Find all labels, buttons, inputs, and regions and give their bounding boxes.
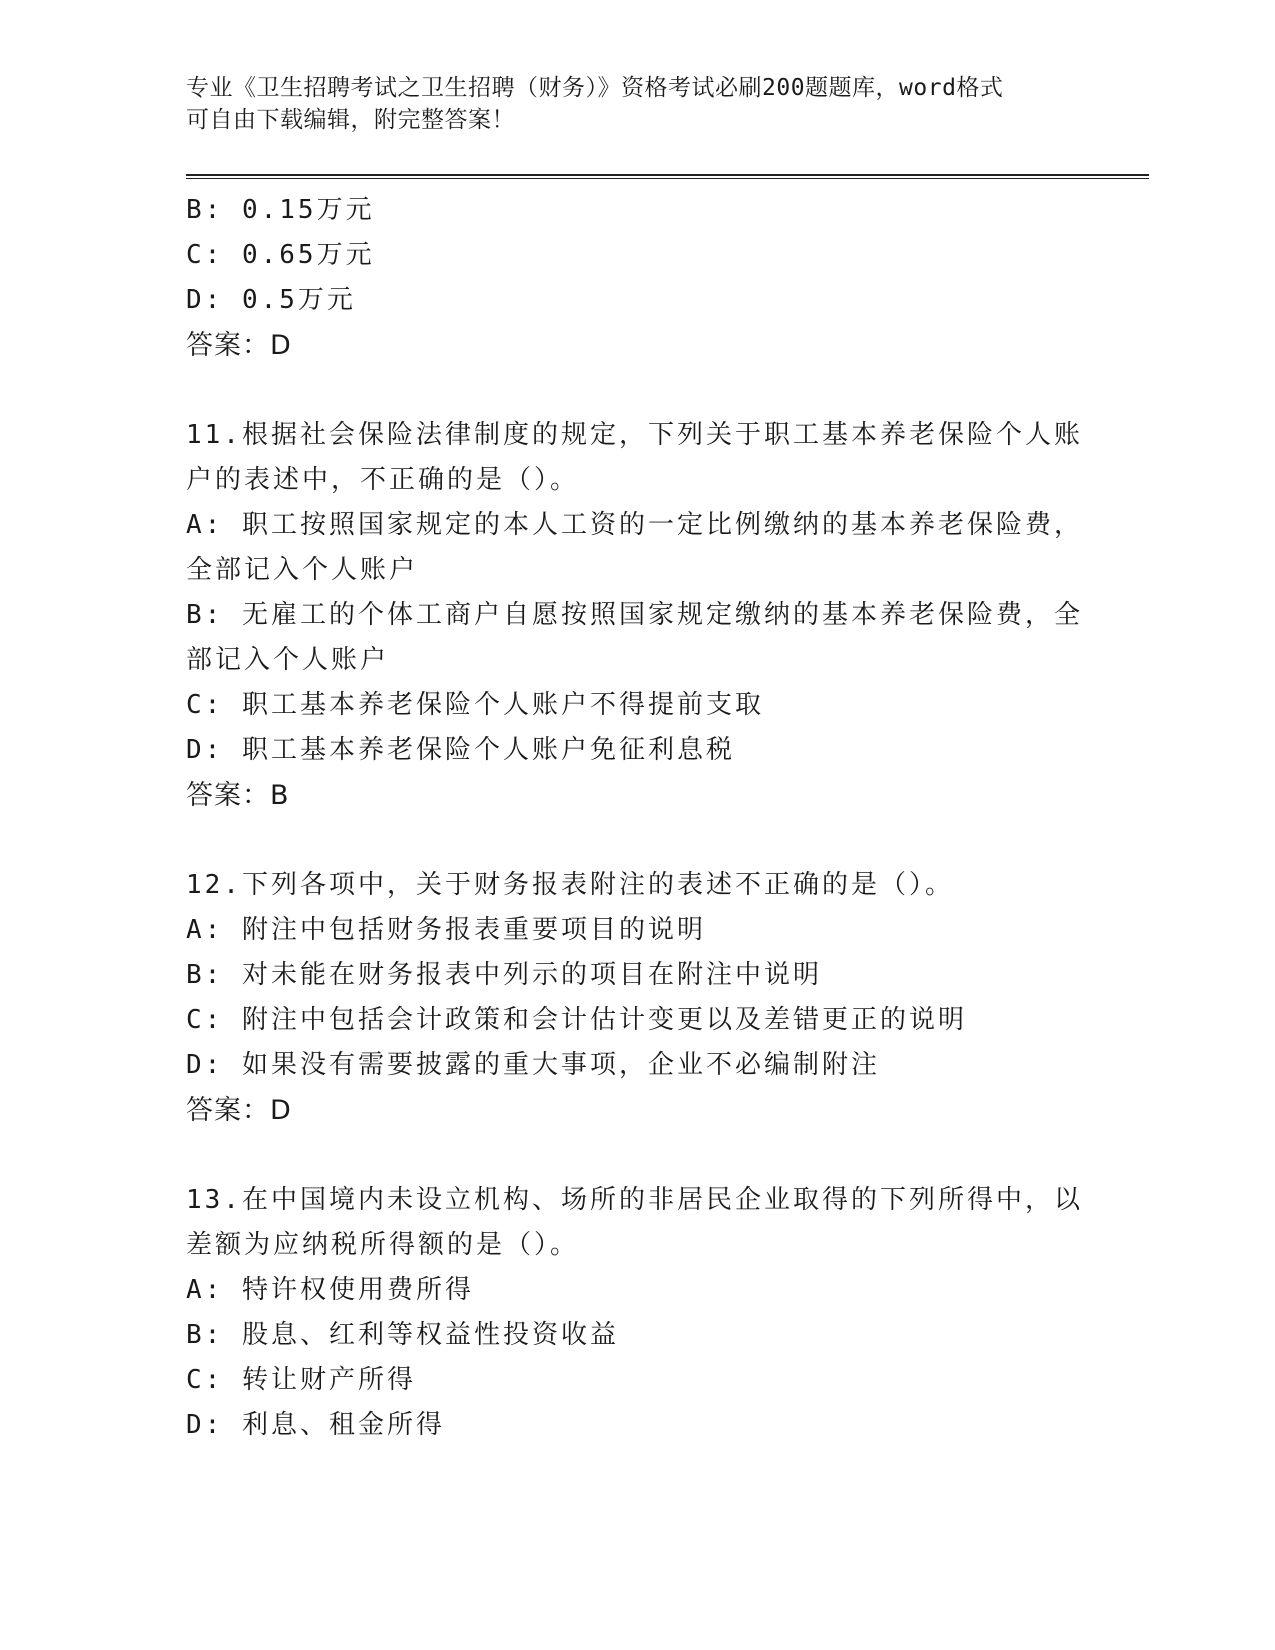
- question-stem-line: 户的表述中，不正确的是（）。: [186, 465, 580, 495]
- option-b: B: 股息、红利等权益性投资收益: [186, 1320, 619, 1350]
- header-divider: [186, 174, 1149, 179]
- option-d: D: 0.5万元: [186, 285, 356, 315]
- option-d: D: 利息、租金所得: [186, 1410, 445, 1440]
- option-a: A: 特许权使用费所得: [186, 1275, 474, 1305]
- option-c: C: 职工基本养老保险个人账户不得提前支取: [186, 690, 764, 720]
- option-a: A: 附注中包括财务报表重要项目的说明: [186, 915, 706, 945]
- option-b: B: 0.15万元: [186, 195, 375, 225]
- question-stem-line: 差额为应纳税所得额的是（）。: [186, 1230, 580, 1260]
- question-stem-line: 11.根据社会保险法律制度的规定，下列关于职工基本养老保险个人账: [186, 420, 1083, 450]
- header-line-1: 专业《卫生招聘考试之卫生招聘（财务）》资格考试必刷200题题库，word格式: [186, 75, 1004, 101]
- option-a: A: 职工按照国家规定的本人工资的一定比例缴纳的基本养老保险费，: [186, 510, 1083, 540]
- header-line-2: 可自由下载编辑，附完整答案！: [186, 107, 515, 133]
- option-c: C: 附注中包括会计政策和会计估计变更以及差错更正的说明: [186, 1005, 967, 1035]
- option-c: C: 0.65万元: [186, 240, 375, 270]
- question-12: [186, 863, 1086, 1133]
- option-b: B: 对未能在财务报表中列示的项目在附注中说明: [186, 960, 822, 990]
- spacer: [186, 368, 1086, 413]
- answer: 答案：D: [186, 1095, 292, 1126]
- answer: 答案：D: [186, 330, 292, 361]
- option-a-cont: 全部记入个人账户: [186, 555, 419, 585]
- option-b: B: 无雇工的个体工商户自愿按照国家规定缴纳的基本养老保险费，全: [186, 600, 1083, 630]
- spacer: [186, 818, 1086, 863]
- document-header: [186, 72, 1066, 136]
- question-11: [186, 413, 1086, 818]
- question-stem-line: 13.在中国境内未设立机构、场所的非居民企业取得的下列所得中，以: [186, 1185, 1083, 1215]
- option-c: C: 转让财产所得: [186, 1365, 416, 1395]
- option-d: D: 职工基本养老保险个人账户免征利息税: [186, 735, 735, 765]
- answer: 答案：B: [186, 780, 290, 811]
- option-b-cont: 部记入个人账户: [186, 645, 390, 675]
- spacer: [186, 1133, 1086, 1178]
- question-stem: 12.下列各项中，关于财务报表附注的表述不正确的是（）。: [186, 870, 954, 900]
- option-d: D: 如果没有需要披露的重大事项，企业不必编制附注: [186, 1050, 880, 1080]
- question-list: [186, 188, 1086, 1448]
- question-13: [186, 1178, 1086, 1448]
- question-10-tail: [186, 188, 1086, 368]
